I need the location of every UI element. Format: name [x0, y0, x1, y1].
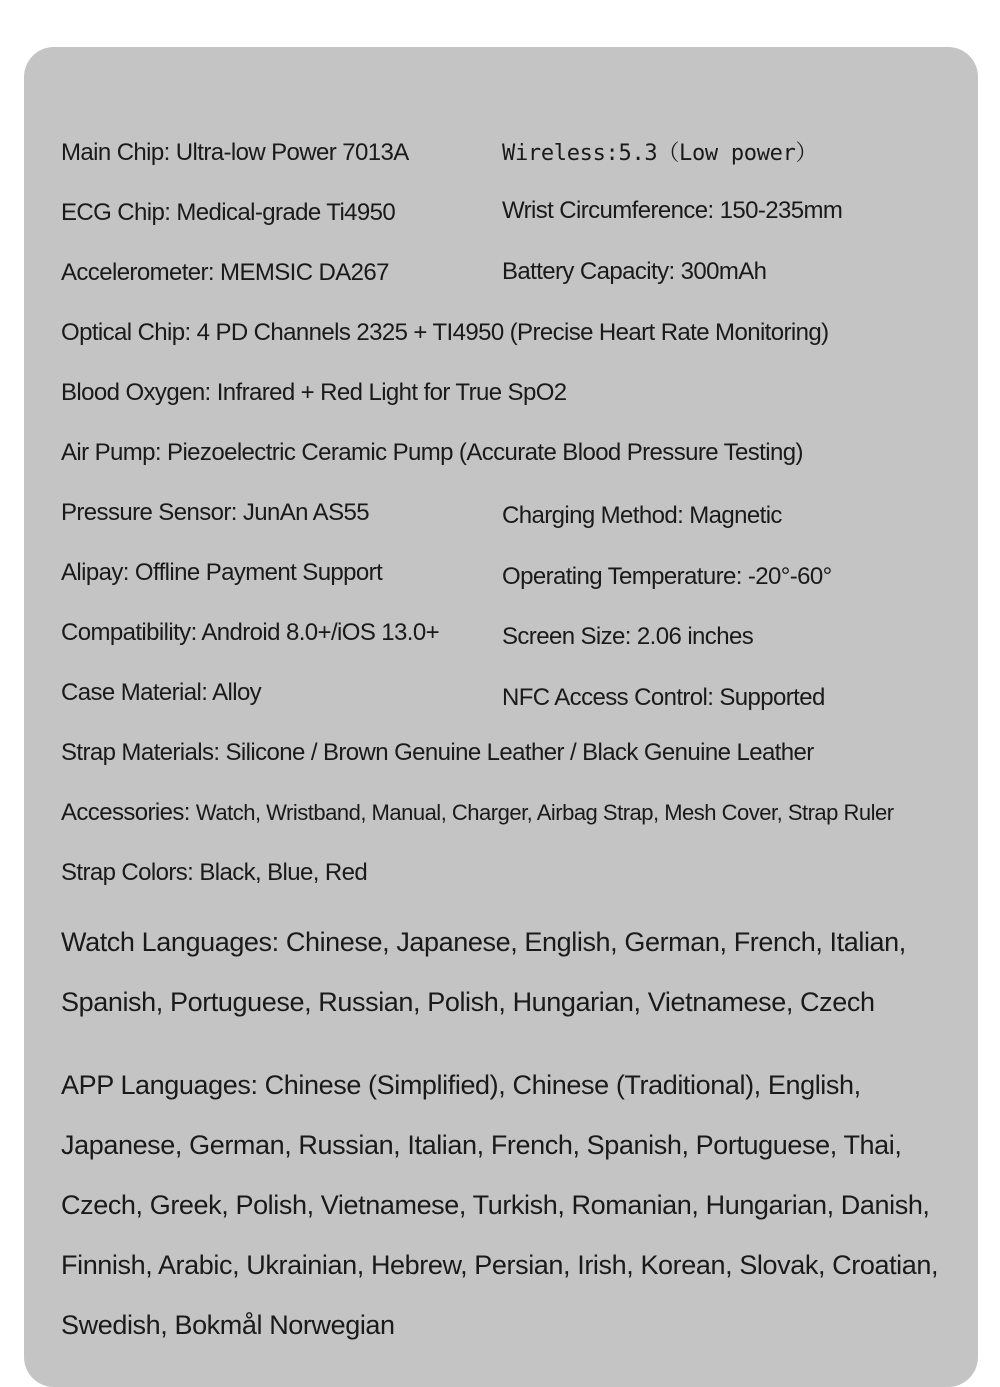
- spec-ecg-chip: ECG Chip: Medical-grade Ti4950: [61, 199, 396, 226]
- spec-wrist-circumference: Wrist Circumference: 150-235mm: [502, 197, 843, 224]
- spec-battery-capacity: Battery Capacity: 300mAh: [502, 258, 767, 285]
- watch-languages-line-1: Watch Languages: Chinese, Japanese, English, German, French, Italian,: [61, 927, 906, 957]
- spec-panel: [24, 47, 978, 1387]
- app-languages-line-1: APP Languages: Chinese (Simplified), Chinese (Traditional), English,: [61, 1070, 861, 1100]
- spec-screen-size: Screen Size: 2.06 inches: [502, 623, 754, 650]
- app-languages-line-2: Japanese, German, Russian, Italian, French, Spanish, Portuguese, Thai,: [61, 1130, 902, 1160]
- spec-air-pump: Air Pump: Piezoelectric Ceramic Pump (Accurate Blood Pressure Testing): [61, 439, 803, 466]
- spec-case-material: Case Material: Alloy: [61, 679, 262, 706]
- spec-nfc-access: NFC Access Control: Supported: [502, 684, 825, 711]
- spec-accelerometer: Accelerometer: MEMSIC DA267: [61, 259, 389, 286]
- spec-alipay: Alipay: Offline Payment Support: [61, 559, 383, 586]
- spec-operating-temperature: Operating Temperature: -20°-60°: [502, 563, 832, 590]
- app-languages-line-4: Finnish, Arabic, Ukrainian, Hebrew, Persian, Irish, Korean, Slovak, Croatian,: [61, 1250, 939, 1280]
- spec-strap-materials: Strap Materials: Silicone / Brown Genuine Leather / Black Genuine Leather: [61, 739, 814, 766]
- spec-wireless: Wireless:5.3（Low power）: [502, 141, 818, 166]
- spec-blood-oxygen: Blood Oxygen: Infrared + Red Light for True SpO2: [61, 379, 567, 406]
- spec-optical-chip: Optical Chip: 4 PD Channels 2325 + TI4950 (Precise Heart Rate Monitoring): [61, 319, 829, 346]
- spec-compatibility: Compatibility: Android 8.0+/iOS 13.0+: [61, 619, 440, 646]
- spec-charging-method: Charging Method: Magnetic: [502, 502, 782, 529]
- app-languages-line-3: Czech, Greek, Polish, Vietnamese, Turkish, Romanian, Hungarian, Danish,: [61, 1190, 930, 1220]
- spec-accessories: [61, 798, 894, 828]
- spec-main-chip: Main Chip: Ultra-low Power 7013A: [61, 139, 409, 166]
- spec-pressure-sensor: Pressure Sensor: JunAn AS55: [61, 499, 369, 526]
- accessories-value: Watch, Wristband, Manual, Charger, Airbag Strap, Mesh Cover, Strap Ruler: [195, 800, 894, 825]
- accessories-label: Accessories:: [61, 799, 190, 826]
- watch-languages-line-2: Spanish, Portuguese, Russian, Polish, Hungarian, Vietnamese, Czech: [61, 987, 875, 1017]
- app-languages-line-5: Swedish, Bokmål Norwegian: [61, 1310, 395, 1340]
- spec-strap-colors: Strap Colors: Black, Blue, Red: [61, 859, 368, 886]
